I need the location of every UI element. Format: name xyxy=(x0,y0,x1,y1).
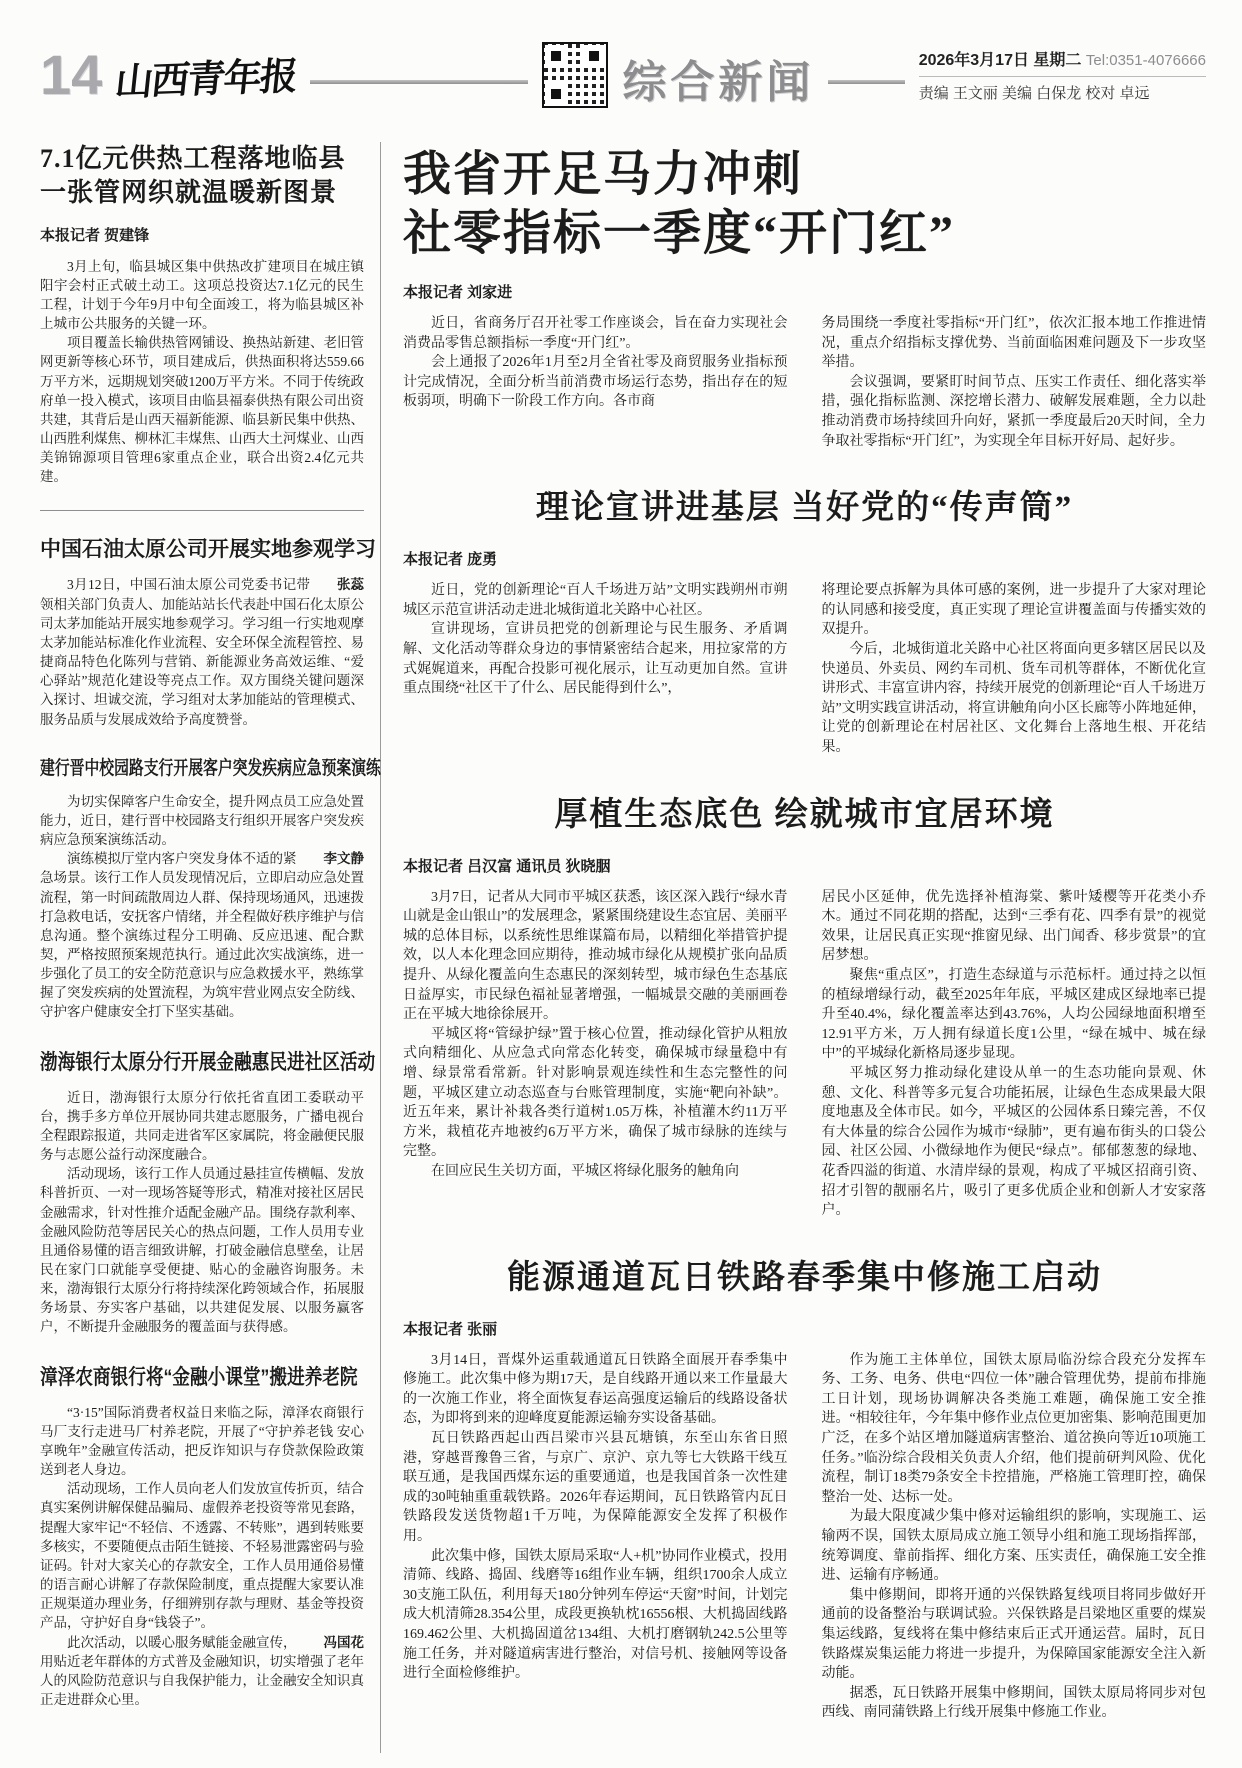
byline: 本报记者 庞勇 xyxy=(403,551,498,569)
article-ccb-drill xyxy=(40,753,381,1022)
qr-finder-icon xyxy=(545,45,567,67)
section-title: 综合新闻 xyxy=(622,58,815,107)
text-column-right xyxy=(822,888,1207,1221)
text-column-left xyxy=(403,314,788,451)
page-number: 14 xyxy=(40,43,103,106)
header-rule-right xyxy=(828,80,904,84)
masthead-logo: 山西青年报 xyxy=(113,55,299,104)
text-column-right xyxy=(822,314,1207,451)
article-columns xyxy=(403,581,1206,757)
byline: 本报记者 张丽 xyxy=(403,1320,498,1338)
paragraph: 为切实保障客户生命安全，提升网点员工应急处置能力，近日，建行晋中校园路支行组织开展客户突发疾病应急预案演练活动。 xyxy=(40,793,364,848)
main-column xyxy=(381,142,1206,1753)
paragraph: 平城区将“管绿护绿”置于核心位置，推动绿化管护从粗放式向精细化、从应急式向常态化转变，确保城市绿量稳中有增、绿景常看常新。针对影响景观连续性和生态完整性的问题，平城区建立动态巡查与台账管理制度，实施“靶向补缺”。近五年来，累计补栽各类行道树1.05万株，补植灌木约11万平方米，栽植花卉地被约6万平方米，确保了城市绿脉的连续与完整。 xyxy=(403,1026,788,1160)
paragraph: 会议强调，要紧盯时间节点、压实工作责任、细化落实举措，强化指标监测、深挖增长潜力、破解发展难题，全力以赴推动消费市场持续回升向好，紧抓一季度最后20天时间，全力争取社零指标“开门红”，为实现全年目标开好局、起好步。 xyxy=(821,374,1206,449)
paragraph: 近日，省商务厅召开社零工作座谈会，旨在奋力实现社会消费品零售总额指标一季度“开门红”。 xyxy=(403,316,788,351)
title-line-2: 一张管网织就温暖新图景 xyxy=(40,177,338,207)
staff-line: 责编 王文丽 美编 白保龙 校对 卓远 xyxy=(919,76,1206,109)
paragraph: 会上通报了2026年1月至2月全省社零及商贸服务业指标预计完成情况，全面分析当前消费市场运行态势，指出存在的短板弱项，明确下一阶段工作方向。各市商 xyxy=(403,355,788,410)
qr-finder-icon xyxy=(583,45,605,67)
article-headline xyxy=(403,1251,1206,1298)
paragraph: 瓦日铁路西起山西吕梁市兴县瓦塘镇，东至山东省日照港，穿越晋豫鲁三省，与京广、京沪、京九等七大铁路干线互联互通，是我国西煤东运的重要通道，也是我国首条一次性建成的30吨轴重重载铁路。2026年春运期间，瓦日铁路管内瓦日铁路段发送货物超1千万吨，为保障能源安全发挥了积极作用。 xyxy=(403,1431,788,1545)
headline-line-1: 厚植生态底色 绘就城市宜居环境 xyxy=(554,796,1055,833)
text-column-left xyxy=(403,888,788,1221)
qr-code xyxy=(542,42,608,108)
paragraph xyxy=(40,575,364,728)
paragraph: 聚焦“重点区”，打造生态绿道与示范标杆。通过持之以恒的植绿增绿行动，截至2025年年底，平城区建成区绿地率已提升至40.4%，绿化覆盖率达到43.76%，人均公园绿地面积增至12.91平方米，万人拥有绿道长度1公里，“绿在城中、城在绿中”的平城绿化新格局逐步显现。 xyxy=(821,967,1206,1062)
article-zhangze-bank xyxy=(40,1361,364,1710)
paragraph: 项目覆盖长输供热管网铺设、换热站新建、老旧管网更新等核心环节，项目建成后，供热面积将达559.66万平方米，远期规划突破1200万平方米。不同于传统政府单一投入模式，该项目由临县福泰供热有限公司出资共建，其背后是山西天福新能源、临县新民集中供热、山西胜利煤焦、柳林汇丰煤焦、山西大土河煤业、山西美锦锦源项目管理6家重点企业，联合出资2.4亿元共建。 xyxy=(40,335,364,485)
header-rule-left xyxy=(310,80,528,84)
paragraph xyxy=(40,849,364,1021)
title-line-1: 渤海银行太原分行开展金融惠民进社区活动 xyxy=(40,1050,376,1074)
headline-line-1: 理论宣讲进基层 当好党的“传声筒” xyxy=(535,490,1074,527)
byline: 本报记者 贺建锋 xyxy=(40,226,150,244)
author-signature: 张蕊 xyxy=(337,577,364,593)
text-column-left xyxy=(403,581,788,757)
paragraph: 3月7日，记者从大同市平城区获悉，该区深入践行“绿水青山就是金山银山”的发展理念，紧紧围绕建设生态宜居、美丽平城的总体目标，以系统性思维谋篇布局，以精细化举措管护提效，以人本化理念回应期待，推动城市绿化从规模扩张向品质提升、从绿化覆盖向生态惠民的深刻转型，城市绿色生态基底日益厚实，市民绿色福祉显著增强，一幅城景交融的美丽画卷正在平城大地徐徐展开。 xyxy=(403,889,788,1023)
headline-line-1: 能源通道瓦日铁路春季集中修施工启动 xyxy=(507,1259,1102,1296)
paragraph: “3·15”国际消费者权益日来临之际，漳泽农商银行马厂支行走进马厂村养老院，开展了“守护养老钱 安心享晚年”金融宣传活动，把反诈知识与存贷款保险政策送到老人身边。 xyxy=(40,1404,364,1478)
text-column-right xyxy=(822,1351,1207,1723)
paragraph: 此次集中修，国铁太原局采取“人+机”协同作业模式，投用清筛、线路、捣固、线磨等16组作业车辆，组织1700余人成立30支施工队伍，利用每天180分钟列车停运“天窗”时间，计划完成大机清筛28.354公里，成段更换轨枕16556根、大机捣固线路169.462公里、大机捣固道岔134组、大机打磨钢轨242.5公里等施工任务，并对隧道病害进行整治，对信号机、接触网等设备进行全面检修维护。 xyxy=(403,1548,788,1682)
paragraph: 近日，渤海银行太原分行依托省直团工委联动平台，携手多方单位开展协同共建志愿服务，广播电视台全程跟踪报道，共同走进省军区家属院，将金融便民服务与志愿公益行动深度融合。 xyxy=(40,1089,364,1163)
paragraph: 近日，党的创新理论“百人千场进万站”文明实践朔州市朔城区示范宣讲活动走进北城街道北关路中心社区。 xyxy=(403,583,788,618)
article-retail-target xyxy=(403,146,1206,451)
paragraph: 3月上旬，临县城区集中供热改扩建项目在城庄镇阳宇会村正式破土动工。这项总投资达7.1亿元的民生工程，计划于今年9月中旬全面竣工，将为临县城区补上城市公共服务的关键一环。 xyxy=(40,258,364,332)
paragraph: 集中修期间，即将开通的兴保铁路复线项目将同步做好开通前的设备整治与联调试验。兴保铁路是吕梁地区重要的煤炭集运线路，复线将在集中修结束后正式开通运营。届时，瓦日铁路煤炭集运能力将进一步提升，为保障国家能源安全注入新动能。 xyxy=(821,1587,1206,1682)
telephone: Tel:0351-4076666 xyxy=(1085,51,1206,69)
title-line-1: 漳泽农商银行将“金融小课堂”搬进养老院 xyxy=(40,1365,358,1389)
date-block xyxy=(919,46,1206,109)
article-headline xyxy=(403,481,1206,528)
article-columns xyxy=(403,314,1206,451)
article-title xyxy=(40,142,364,210)
paragraph: 务局围绕一季度社零指标“开门红”，依次汇报本地工作推进情况，重点介绍指标支撑优势、当前面临困难问题及下一步攻坚举措。 xyxy=(821,316,1206,371)
paragraph: 为最大限度减少集中修对运输组织的影响，实现施工、运输两不误，国铁太原局成立施工领导小组和施工现场指挥部，统筹调度、靠前指挥、细化方案、压实责任，确保施工安全推进、运输有序畅通。 xyxy=(821,1509,1206,1584)
article-divider xyxy=(40,510,364,511)
paragraph: 居民小区延伸，优先选择补植海棠、紫叶矮樱等开花类小乔木。通过不同花期的搭配，达到“三季有花、四季有景”的视觉效果，让居民真正实现“推窗见绿、出门闻香、移步赏景”的宜居梦想。 xyxy=(821,889,1206,964)
headline-line-2: 社零指标一季度“开门红” xyxy=(403,206,956,260)
article-heating-project xyxy=(40,142,364,486)
author-signature: 冯国花 xyxy=(323,1634,364,1650)
headline-line-1: 我省开足马力冲刺 xyxy=(403,148,804,201)
article-railway-maintenance xyxy=(403,1251,1206,1723)
article-bohai-bank xyxy=(40,1046,376,1337)
page-header xyxy=(40,34,1206,116)
article-title xyxy=(40,753,381,780)
article-headline xyxy=(403,788,1206,835)
article-title xyxy=(40,1046,376,1076)
paragraph: 据悉，瓦日铁路开展集中修期间，国铁太原局将同步对包西线、南同蒲铁路上行线开展集中修施工作业。 xyxy=(821,1685,1206,1721)
title-line-1: 中国石油太原公司开展实地参观学习 xyxy=(40,537,376,562)
content-area xyxy=(40,142,1206,1753)
paragraph: 宣讲现场，宣讲员把党的创新理论与民生服务、矛盾调解、文化活动等群众身边的事情紧密结合起来，用拉家常的方式娓娓道来，再配合投影可视化展示，让互动更加自然。宣讲重点围绕“社区干了什么、居民能得到什么”， xyxy=(403,622,788,697)
article-headline xyxy=(403,146,1206,263)
paragraph: 在回应民生关切方面，平城区将绿化服务的触角向 xyxy=(431,1163,739,1179)
byline: 本报记者 吕汉富 通讯员 狄晓胭 xyxy=(403,857,611,875)
title-line-1: 7.1亿元供热工程落地临县 xyxy=(40,144,346,173)
date-line xyxy=(919,46,1206,76)
article-columns xyxy=(403,1351,1206,1723)
paragraph-text: 3月12日，中国石油太原公司党委书记带领相关部门负责人、加能站站长代表赴中国石化太原公司太茅加能站开展实地参观学习。学习组一行实地观摩太茅加能站标准化作业流程、安全环保全流程管控、易捷商品特色化陈列与营销、新能源业务高效运维、“爱心驿站”规范化建设等亮点工作。双方围绕关键问题深入探讨、坦诚交流，学习组对太茅加能站的管理模式、服务品质与发展成效给予高度赞誉。 xyxy=(40,577,364,727)
paragraph xyxy=(40,1633,364,1710)
article-petrochina-visit xyxy=(40,533,376,728)
article-theory-preaching xyxy=(403,481,1206,757)
byline: 本报记者 刘家进 xyxy=(403,284,513,302)
paragraph: 3月14日，晋煤外运重载通道瓦日铁路全面展开春季集中修施工。此次集中修为期17天，是自线路开通以来工作量最大的一次施工作业，将全面恢复春运高强度运输后的线路设备状态，为即将到来的迎峰度夏能源运输夯实设备基础。 xyxy=(403,1352,788,1427)
title-line-1: 建行晋中校园路支行开展客户突发疾病应急预案演练 xyxy=(40,757,381,779)
article-ecology-city xyxy=(403,788,1206,1221)
author-signature: 李文静 xyxy=(323,851,364,867)
paragraph: 今后，北城街道北关路中心社区将面向更多辖区居民以及快递员、外卖员、网约车司机、货车司机等群体，不断优化宣讲形式、丰富宣讲内容，持续开展党的创新理论“百人千场进万站”文明实践宣讲活动，将宣讲触角向小区长廊等小阵地延伸，让党的创新理论在村居社区、文化舞台上落地生根、开花结果。 xyxy=(821,642,1206,755)
text-column-right xyxy=(822,581,1207,757)
article-title xyxy=(40,533,376,563)
paragraph: 将理论要点拆解为具体可感的案例，进一步提升了大家对理论的认同感和接受度，真正实现了理论宣讲覆盖面与传播实效的双提升。 xyxy=(821,583,1206,638)
paragraph: 活动现场，该行工作人员通过悬挂宣传横幅、发放科普折页、一对一现场答疑等形式，精准对接社区居民金融需求，针对性推介适配金融产品。围绕存款利率、金融风险防范等居民关心的热点问题，工作人员用专业且通俗易懂的语言细致讲解，打破金融信息壁垒，让居民在家门口就能享受便捷、贴心的金融咨询服务。未来，渤海银行太原分行将持续深化跨领域合作，拓展服务场景、夯实客户基础，以共建促发展、以服务赢客户，不断提升金融服务的覆盖面与获得感。 xyxy=(40,1166,364,1335)
article-columns xyxy=(403,888,1206,1221)
paragraph: 活动现场，工作人员向老人们发放宣传折页，结合真实案例讲解保健品骗局、虚假养老投资等常见套路，提醒大家牢记“不轻信、不透露、不转账”，遇到转账要多核实，不要随便点击陌生链接、不轻易泄露密码与验证码。针对大家关心的存款安全，工作人员用通俗易懂的语言耐心讲解了存款保险制度，重点提醒大家要认准正规渠道办理业务，仔细辨别存款与理财、基金等投资产品，守护好自身“钱袋子”。 xyxy=(40,1481,364,1631)
paragraph-text: 演练模拟厅堂内客户突发身体不适的紧急场景。该行工作人员发现情况后，立即启动应急处置流程，第一时间疏散周边人群、保持现场通风，迅速拨打急救电话，安抚客户情绪，并全程做好秩序维护与信息沟通。整个演练过程分工明确、反应迅速、配合默契，严格按照预案规范执行。通过此次实战演练，进一步强化了员工的安全防范意识与应急救援水平，熟练掌握了突发疾病的处置流程，为筑牢营业网点安全防线、守护客户健康安全打下坚实基础。 xyxy=(40,851,364,1020)
paragraph: 作为施工主体单位，国铁太原局临汾综合段充分发挥车务、工务、电务、供电“四位一体”融合管理优势，提前布排施工日计划，现场协调解决各类施工难题，确保施工安全推进。“相较往年，今年集中修作业点位更加密集、影响范围更加广泛，在多个站区增加隧道病害整治、道岔换向等近10项施工任务。”临汾综合段相关负责人介绍，他们提前研判风险、优化流程，制订18类79条安全卡控措施，严格施工管理盯控，确保整治一处、达标一处。 xyxy=(821,1352,1206,1505)
paragraph: 平城区努力推动绿化建设从单一的生态功能向景观、休憩、文化、科普等多元复合功能拓展，让绿色生态成果最大限度地惠及全体市民。如今，平城区的公园体系日臻完善，不仅有大体量的综合公园作为城市“绿肺”，更有遍布街头的口袋公园、社区公园、小微绿地作为便民“绿点”。郁郁葱葱的绿地、花香四溢的街道、水清岸绿的景观，构成了平城区招商引资、招才引智的靓丽名片，吸引了更多优质企业和创新人才安家落户。 xyxy=(821,1065,1206,1219)
qr-finder-icon xyxy=(545,83,567,105)
date-text: 2026年3月17日 星期二 xyxy=(918,51,1082,69)
text-column-left xyxy=(403,1351,788,1723)
sidebar-column xyxy=(40,142,381,1753)
paragraph-text: 此次活动，以暖心服务赋能金融宣传，用贴近老年群体的方式普及金融知识，切实增强了老年人的风险防范意识与自我保护能力，让金融安全知识真正走进群众心里。 xyxy=(40,1634,364,1707)
article-title xyxy=(40,1361,364,1391)
